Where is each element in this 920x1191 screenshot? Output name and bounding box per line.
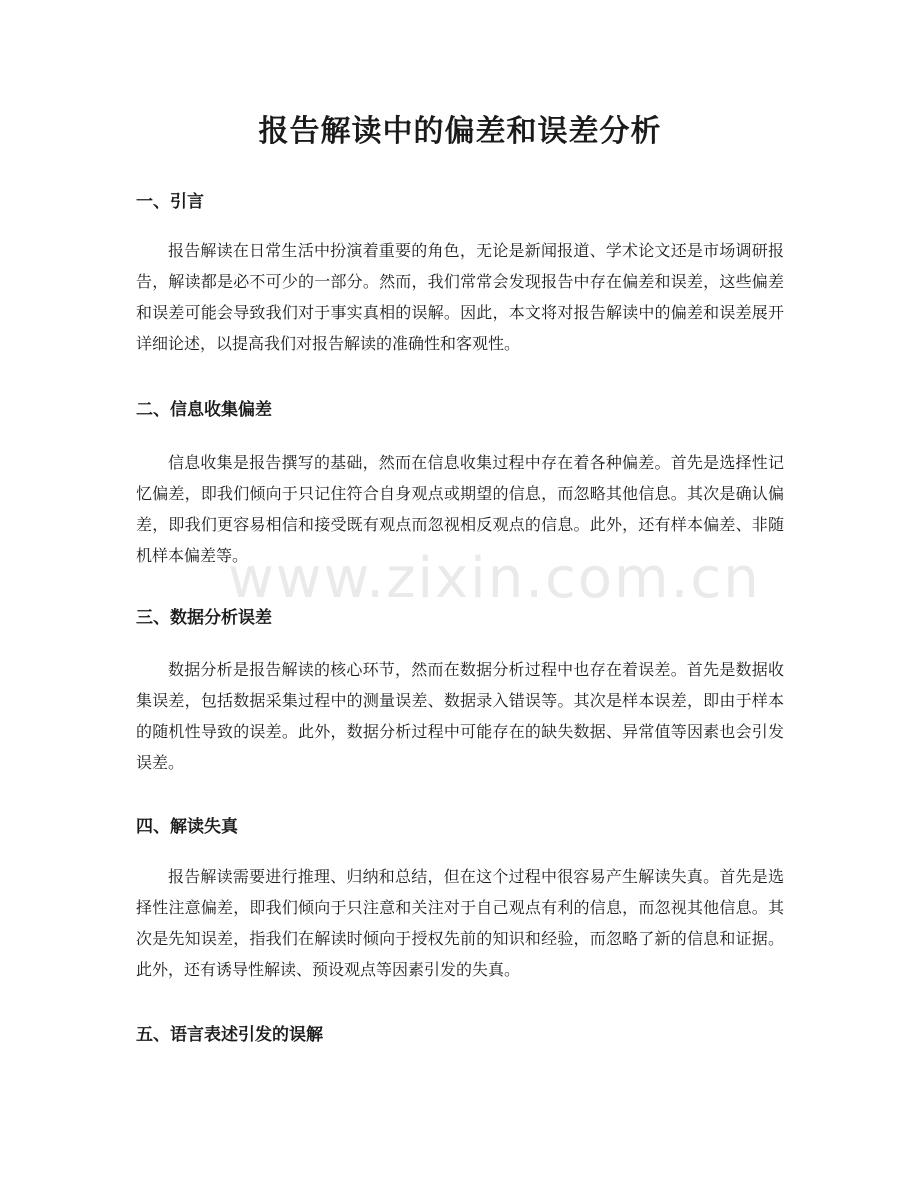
section-paragraph-data-analysis-error: 数据分析是报告解读的核心环节，然而在数据分析过程中也存在着误差。首先是数据收集误差，包括数据采集过程中的测量误差、数据录入错误等。其次是样本误差，即由于样本的随机性导致的误差。此外，数据分析过程中可能存在的缺失数据、异常值等因素也会引发误差。 [136,660,784,772]
watermark: www.zixin.com.cn [228,546,761,611]
section-paragraph-information-collection-bias: 信息收集是报告撰写的基础，然而在信息收集过程中存在着各种偏差。首先是选择性记忆偏差，即我们倾向于只记住符合自身观点或期望的信息，而忽略其他信息。其次是确认偏差，即我们更容易相信和接受既有观点而忽视相反观点的信息。此外，还有样本偏差、非随机样本偏差等。 [136,453,784,565]
section-heading-data-analysis-error: 三、数据分析误差 [136,608,272,628]
section-heading-interpretation-distortion: 四、解读失真 [136,817,238,837]
section-paragraph-interpretation-distortion: 报告解读需要进行推理、归纳和总结，但在这个过程中很容易产生解读失真。首先是选择性注意偏差，即我们倾向于只注意和关注对于自己观点有利的信息，而忽视其他信息。其次是先知误差，指我们在解读时倾向于授权先前的知识和经验，而忽略了新的信息和证据。此外，还有诱导性解读、预设观点等因素引发的失真。 [136,867,784,979]
section-heading-introduction: 一、引言 [136,192,204,212]
section-paragraph-introduction: 报告解读在日常生活中扮演着重要的角色，无论是新闻报道、学术论文还是市场调研报告，解读都是必不可少的一部分。然而，我们常常会发现报告中存在偏差和误差，这些偏差和误差可能会导致我们对于事实真相的误解。因此，本文将对报告解读中的偏差和误差展开详细论述，以提高我们对报告解读的准确性和客观性。 [136,241,784,353]
section-heading-language-misunderstanding: 五、语言表述引发的误解 [136,1025,323,1045]
document-title: 报告解读中的偏差和误差分析 [258,114,662,149]
section-heading-information-collection-bias: 二、信息收集偏差 [136,400,272,420]
